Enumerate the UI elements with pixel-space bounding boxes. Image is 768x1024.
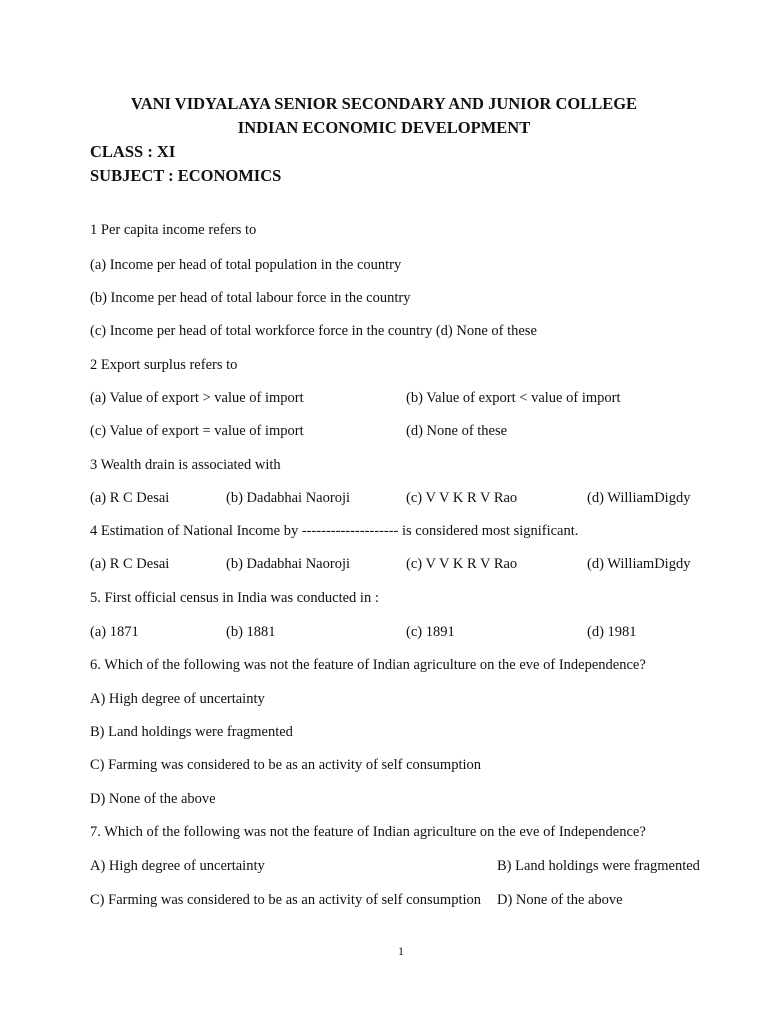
question-6-option-c: C) Farming was considered to be as an activity of self consumption [90,757,482,773]
question-7-stem: 7. Which of the following was not the feature of Indian agriculture on the eve of Independence? [90,824,646,840]
question-7-option-c: C) Farming was considered to be as an activity of self consumption [90,892,482,908]
question-6-stem: 6. Which of the following was not the feature of Indian agriculture on the eve of Independence? [90,657,646,673]
question-1-option-a: (a) Income per head of total population in the country [90,257,402,273]
question-5-option-c: (c) 1891 [406,624,455,640]
question-2-option-b: (b) Value of export < value of import [406,390,621,406]
question-2-option-a: (a) Value of export > value of import [90,390,304,406]
question-4-option-c: (c) V V K R V Rao [406,556,518,572]
school-name: VANI VIDYALAYA SENIOR SECONDARY AND JUNIOR COLLEGE [130,94,638,113]
question-7-option-d: D) None of the above [497,892,623,908]
question-3-option-c: (c) V V K R V Rao [406,490,518,506]
question-2-option-c: (c) Value of export = value of import [90,423,304,439]
question-3-stem: 3 Wealth drain is associated with [90,457,281,473]
class-line: CLASS : XI [90,142,176,161]
subject-line: SUBJECT : ECONOMICS [90,166,282,185]
question-3-option-b: (b) Dadabhai Naoroji [226,490,351,506]
question-3-option-a: (a) R C Desai [90,490,170,506]
question-6-option-d: D) None of the above [90,791,216,807]
book-title: INDIAN ECONOMIC DEVELOPMENT [237,118,531,137]
question-5-option-d: (d) 1981 [587,624,637,640]
question-3-option-d: (d) WilliamDigdy [587,490,691,506]
question-4-option-a: (a) R C Desai [90,556,170,572]
page-number: 1 [398,944,404,958]
question-6-option-a: A) High degree of uncertainty [90,691,265,707]
question-5-stem: 5. First official census in India was conducted in : [90,590,379,606]
question-4-stem: 4 Estimation of National Income by -------------------- is considered most significant. [90,523,579,539]
question-1-option-b: (b) Income per head of total labour force in the country [90,290,411,306]
question-2-option-d: (d) None of these [406,423,508,439]
question-2-stem: 2 Export surplus refers to [90,357,238,373]
question-7-option-a: A) High degree of uncertainty [90,858,265,874]
question-7-option-b: B) Land holdings were fragmented [497,858,700,874]
question-5-option-a: (a) 1871 [90,624,139,640]
question-5-option-b: (b) 1881 [226,624,276,640]
question-6-option-b: B) Land holdings were fragmented [90,724,293,740]
question-4-option-b: (b) Dadabhai Naoroji [226,556,351,572]
question-1-option-cd: (c) Income per head of total workforce force in the country (d) None of these [90,323,537,339]
question-4-option-d: (d) WilliamDigdy [587,556,691,572]
question-1-stem: 1 Per capita income refers to [90,222,257,238]
